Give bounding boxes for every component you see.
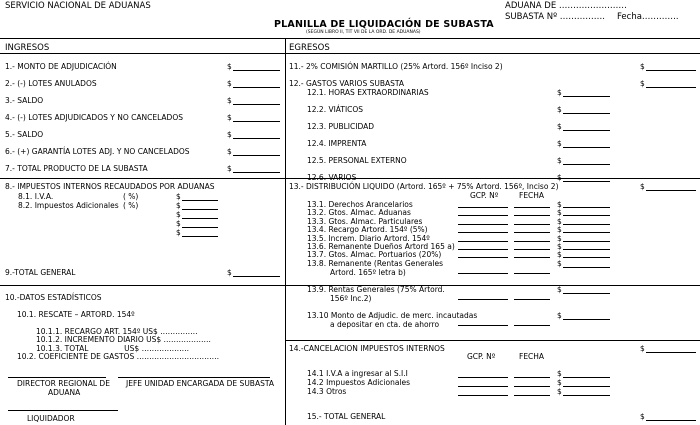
currency-sign: $: [557, 173, 562, 182]
dist-item-10b: a depositar en cta. de ahorro: [330, 320, 440, 329]
dist-amount-3[interactable]: [563, 224, 610, 225]
ingreso-item-2: 2.- (-) LOTES ANULADOS: [5, 79, 97, 88]
firma-director-line[interactable]: [8, 377, 106, 378]
dist-item-5: 13.5. Increm. Diario Artord. 154º: [307, 234, 430, 243]
rescate-label: 10.1. RESCATE – ARTORD. 154º: [17, 310, 135, 319]
subasta-field: SUBASTA Nº …………….: [505, 12, 605, 22]
cancel-fecha-2[interactable]: [514, 386, 550, 387]
currency-sign: $: [557, 311, 562, 320]
currency-sign: $: [557, 387, 562, 396]
dist-item-6: 13.6. Remanente Dueños Artord 165 a): [307, 242, 455, 251]
impuesto-amount-4[interactable]: [182, 227, 218, 228]
distribucion-label: 13.- DISTRIBUCIÓN LIQUIDO (Artord. 165º + 75% Artord. 156º, Inciso 2): [289, 182, 559, 191]
director-label-1: DIRECTOR REGIONAL DE: [17, 379, 110, 388]
adicionales-percent[interactable]: ( %): [123, 201, 139, 210]
col-gcp-header: GCP. Nº: [470, 191, 499, 200]
dist-gcp-4[interactable]: [458, 232, 508, 233]
dist-fecha-9[interactable]: [514, 299, 550, 300]
dist-amount-9[interactable]: [563, 293, 610, 294]
col-fecha-header: FECHA: [519, 191, 545, 200]
currency-sign: $: [557, 378, 562, 387]
cancel-gcp-2[interactable]: [458, 386, 508, 387]
dist-amount-4[interactable]: [563, 232, 610, 233]
currency-sign: $: [227, 62, 232, 71]
dist-fecha-10[interactable]: [514, 325, 550, 326]
dist-gcp-7[interactable]: [458, 257, 508, 258]
dist-item-9a: 13.9. Rentas Generales (75% Artord.: [307, 285, 445, 294]
currency-sign: $: [557, 225, 562, 234]
currency-sign: $: [557, 88, 562, 97]
row-divider-3: [285, 340, 700, 341]
currency-sign: $: [557, 156, 562, 165]
header-divider: [0, 38, 700, 39]
dist-item-7: 13.7. Gtos. Almac. Portuarios (20%): [307, 250, 442, 259]
dist-item-10a: 13.10 Monto de Adjudic. de merc. incautadas: [307, 311, 478, 320]
currency-sign: $: [557, 105, 562, 114]
gasto-item-6: 12.6. VARIOS: [307, 173, 357, 182]
dist-fecha-5[interactable]: [514, 241, 550, 242]
document-title: PLANILLA DE LIQUIDACIÓN DE SUBASTA: [274, 19, 494, 30]
ingreso-item-6: 6.- (+) GARANTÍA LOTES ADJ. Y NO CANCELADOS: [5, 147, 190, 156]
cancel-amount-2[interactable]: [563, 386, 610, 387]
cancelacion-label: 14.-CANCELACION IMPUESTOS INTERNOS: [289, 344, 445, 353]
cancel-amount-3[interactable]: [563, 395, 610, 396]
currency-sign: $: [557, 259, 562, 268]
impuesto-amount-1[interactable]: [182, 200, 218, 201]
dist-gcp-5[interactable]: [458, 241, 508, 242]
ingreso-item-3: 3.- SALDO: [5, 96, 44, 105]
col-fecha-header-2: FECHA: [519, 352, 545, 361]
dist-amount-5[interactable]: [563, 241, 610, 242]
gasto-amount-6[interactable]: [563, 181, 610, 182]
dist-item-2: 13.2. Gtos. Almac. Aduanas: [307, 208, 411, 217]
currency-sign: $: [227, 268, 232, 277]
dist-gcp-9[interactable]: [458, 299, 508, 300]
gastos-label: 12.- GASTOS VARIOS SUBASTA: [289, 79, 405, 88]
comision-label: 11.- 2% COMISIÓN MARTILLO (25% Artord. 156º Inciso 2): [289, 62, 503, 71]
currency-sign: $: [227, 96, 232, 105]
comision-amount[interactable]: [646, 70, 696, 71]
dist-fecha-7[interactable]: [514, 257, 550, 258]
dist-fecha-3[interactable]: [514, 224, 550, 225]
dist-fecha-1[interactable]: [514, 207, 550, 208]
gasto-amount-1[interactable]: [563, 96, 610, 97]
service-name: SERVICIO NACIONAL DE ADUANAS: [5, 1, 151, 11]
ingreso-amount-6[interactable]: [233, 155, 280, 156]
fecha-field: Fecha………….: [617, 12, 679, 22]
gasto-item-4: 12.4. IMPRENTA: [307, 139, 367, 148]
iva-percent[interactable]: ( %): [123, 192, 139, 201]
col-gcp-header-2: GCP. Nº: [467, 352, 496, 361]
currency-sign: $: [557, 200, 562, 209]
cancel-fecha-1[interactable]: [514, 377, 550, 378]
currency-sign: $: [176, 228, 181, 237]
cancel-gcp-1[interactable]: [458, 377, 508, 378]
datos-label: 10.-DATOS ESTADÍSTICOS: [5, 293, 102, 302]
ingreso-amount-5[interactable]: [233, 138, 280, 139]
currency-sign: $: [557, 122, 562, 131]
dist-amount-2[interactable]: [563, 215, 610, 216]
dist-item-1: 13.1. Derechos Arancelarios: [307, 200, 413, 209]
dist-gcp-1[interactable]: [458, 207, 508, 208]
currency-sign: $: [557, 139, 562, 148]
distribucion-amount[interactable]: [646, 190, 696, 191]
currency-sign: $: [176, 210, 181, 219]
dist-amount-10[interactable]: [563, 319, 610, 320]
cancel-gcp-3[interactable]: [458, 395, 508, 396]
ingreso-item-5: 5.- SALDO: [5, 130, 44, 139]
currency-sign: $: [227, 113, 232, 122]
ingreso-amount-3[interactable]: [233, 104, 280, 105]
dist-item-9b: 156º Inc.2): [330, 294, 372, 303]
currency-sign: $: [557, 369, 562, 378]
ingreso-amount-1[interactable]: [233, 70, 280, 71]
gasto-amount-4[interactable]: [563, 147, 610, 148]
aduana-field: ADUANA DE ……………………: [505, 1, 627, 11]
currency-sign: $: [557, 242, 562, 251]
gasto-amount-5[interactable]: [563, 164, 610, 165]
cancel-item-2: 14.2 Impuestos Adicionales: [307, 378, 411, 387]
dist-amount-8[interactable]: [563, 267, 610, 268]
impuesto-amount-5[interactable]: [182, 236, 218, 237]
currency-sign: $: [640, 344, 645, 353]
firma-liquidador-line[interactable]: [8, 410, 118, 411]
egresos-total-amount[interactable]: [646, 420, 696, 421]
ingreso-item-4: 4.- (-) LOTES ADJUDICADOS Y NO CANCELADOS: [5, 113, 183, 122]
gasto-item-3: 12.3. PUBLICIDAD: [307, 122, 375, 131]
cancel-amount-1[interactable]: [563, 377, 610, 378]
document-subtitle: (SEGÚN LIBRO II, TIT VII DE LA ORD. DE ADUANAS): [306, 30, 421, 35]
currency-sign: $: [227, 147, 232, 156]
cancelacion-amount[interactable]: [646, 352, 696, 353]
column-divider: [285, 38, 286, 425]
currency-sign: $: [176, 192, 181, 201]
dist-amount-6[interactable]: [563, 249, 610, 250]
ingresos-heading: INGRESOS: [5, 43, 50, 53]
dist-item-3: 13.3. Gtos. Almac. Particulares: [307, 217, 423, 226]
dist-item-4: 13.4. Recargo Artord. 154º (5%): [307, 225, 428, 234]
egresos-total-label: 15.- TOTAL GENERAL: [307, 412, 386, 421]
total-line[interactable]: 10.1.3. TOTAL US$ ……………….: [36, 344, 189, 353]
gasto-amount-2[interactable]: [563, 113, 610, 114]
dist-gcp-2[interactable]: [458, 215, 508, 216]
currency-sign: $: [557, 285, 562, 294]
cancel-fecha-3[interactable]: [514, 395, 550, 396]
egresos-heading: EGRESOS: [289, 43, 330, 53]
currency-sign: $: [557, 208, 562, 217]
gasto-item-2: 12.2. VIÁTICOS: [307, 105, 364, 114]
currency-sign: $: [557, 217, 562, 226]
gasto-item-5: 12.5. PERSONAL EXTERNO: [307, 156, 407, 165]
currency-sign: $: [227, 130, 232, 139]
currency-sign: $: [227, 164, 232, 173]
coeficiente-line[interactable]: 10.2. COEFICIENTE DE GASTOS ……………………………: [17, 352, 220, 361]
dist-fecha-6[interactable]: [514, 249, 550, 250]
impuestos-label: 8.- IMPUESTOS INTERNOS RECAUDADOS POR ADUANAS: [5, 182, 215, 191]
currency-sign: $: [640, 62, 645, 71]
ingreso-amount-7[interactable]: [233, 172, 280, 173]
dist-amount-7[interactable]: [563, 257, 610, 258]
dist-gcp-6[interactable]: [458, 249, 508, 250]
dist-fecha-2[interactable]: [514, 215, 550, 216]
ingreso-item-1: 1.- MONTO DE ADJUDICACIÓN: [5, 62, 117, 71]
dist-amount-1[interactable]: [563, 207, 610, 208]
gasto-item-1: 12.1. HORAS EXTRAORDINARIAS: [307, 88, 429, 97]
ingresos-total-label: 9.-TOTAL GENERAL: [5, 268, 76, 277]
dist-item-8a: 13.8. Remanente (Rentas Generales: [307, 259, 443, 268]
adicionales-label: 8.2. Impuestos Adicionales: [18, 201, 119, 210]
dist-gcp-10[interactable]: [458, 325, 508, 326]
currency-sign: $: [176, 219, 181, 228]
dist-gcp-3[interactable]: [458, 224, 508, 225]
dist-item-8b: Artord. 165º letra b): [330, 268, 406, 277]
section-divider: [0, 53, 700, 54]
iva-label: 8.1. I.V.A.: [18, 192, 54, 201]
currency-sign: $: [176, 201, 181, 210]
gasto-amount-3[interactable]: [563, 130, 610, 131]
cancel-item-3: 14.3 Otros: [307, 387, 347, 396]
currency-sign: $: [557, 234, 562, 243]
cancel-item-1: 14.1 I.V.A a ingresar al S.I.I: [307, 369, 408, 378]
impuesto-amount-2[interactable]: [182, 209, 218, 210]
liquidador-label: LIQUIDADOR: [27, 414, 75, 423]
currency-sign: $: [227, 79, 232, 88]
recargo-line[interactable]: 10.1.1. RECARGO ART. 154º US$ ……………: [36, 327, 198, 336]
ingreso-amount-4[interactable]: [233, 121, 280, 122]
dist-fecha-8[interactable]: [514, 273, 550, 274]
ingreso-amount-2[interactable]: [233, 87, 280, 88]
currency-sign: $: [640, 79, 645, 88]
currency-sign: $: [640, 182, 645, 191]
impuesto-amount-3[interactable]: [182, 218, 218, 219]
currency-sign: $: [557, 250, 562, 259]
dist-fecha-4[interactable]: [514, 232, 550, 233]
currency-sign: $: [640, 412, 645, 421]
firma-jefe-line[interactable]: [118, 377, 270, 378]
dist-gcp-8[interactable]: [458, 273, 508, 274]
jefe-label: JEFE UNIDAD ENCARGADA DE SUBASTA: [126, 379, 274, 388]
gastos-amount[interactable]: [646, 87, 696, 88]
ingreso-item-7: 7.- TOTAL PRODUCTO DE LA SUBASTA: [5, 164, 148, 173]
director-label-2: ADUANA: [48, 388, 81, 397]
ingresos-total-amount[interactable]: [233, 276, 280, 277]
incremento-line[interactable]: 10.1.2. INCREMENTO DIARIO US$ ……………….: [36, 335, 211, 344]
